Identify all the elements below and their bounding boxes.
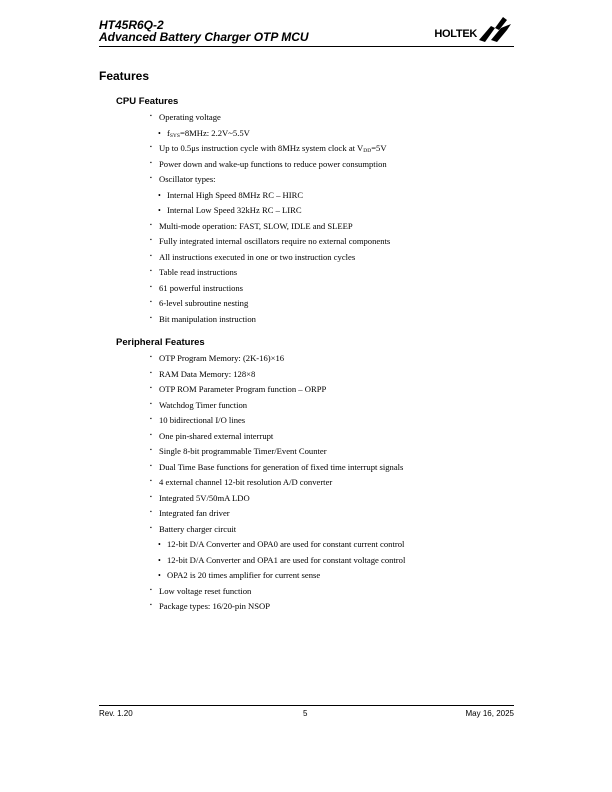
feature-item: • 12-bit D/A Converter and OPA1 are used for constant voltage control xyxy=(158,553,405,569)
page-number: 5 xyxy=(303,709,308,718)
feature-item: ▪ Package types: 16/20-pin NSOP xyxy=(150,599,405,615)
feature-item: ▪ Multi-mode operation: FAST, SLOW, IDLE and SLEEP xyxy=(150,219,390,235)
text-run: =5V xyxy=(371,143,387,153)
subscript: SYS xyxy=(169,132,180,139)
logo-text: HOLTEK xyxy=(434,28,477,40)
feature-item: ▪ Oscillator types: xyxy=(150,172,390,188)
feature-item: ▪ Fully integrated internal oscillators require no external components xyxy=(150,234,390,250)
feature-item: ▪ One pin-shared external interrupt xyxy=(150,429,405,445)
text-run: f xyxy=(167,127,170,138)
feature-item: ▪ 4 external channel 12-bit resolution A/D converter xyxy=(150,475,405,491)
feature-item: ▪ All instructions executed in one or two instruction cycles xyxy=(150,250,390,266)
part-number: HT45R6Q-2 xyxy=(99,18,164,32)
peripheral-heading: Peripheral Features xyxy=(116,337,205,348)
doc-title: Advanced Battery Charger OTP MCU xyxy=(99,30,309,44)
feature-item: ▪ Power down and wake-up functions to reduce power consumption xyxy=(150,157,390,173)
subscript: DD xyxy=(363,148,372,154)
feature-item: ▪ Single 8-bit programmable Timer/Event Counter xyxy=(150,444,405,460)
feature-item: ▪ Table read instructions xyxy=(150,265,390,281)
feature-item: ▪ 6-level subroutine nesting xyxy=(150,296,390,312)
feature-item: ▪ Battery charger circuit xyxy=(150,522,405,538)
text-run: Up to 0.5μs instruction cycle with 8MHz system clock at V xyxy=(159,143,364,153)
feature-item: ▪ Watchdog Timer function xyxy=(150,398,405,414)
feature-item: • Internal Low Speed 32kHz RC – LIRC xyxy=(158,203,390,219)
cpu-feature-list xyxy=(150,110,390,327)
feature-item: • Internal High Speed 8MHz RC – HIRC xyxy=(158,188,390,204)
feature-item: ▪ Dual Time Base functions for generation of fixed time interrupt signals xyxy=(150,460,405,476)
footer-rule xyxy=(99,705,514,706)
feature-item: ▪ Low voltage reset function xyxy=(150,584,405,600)
feature-item: ▪ RAM Data Memory: 128×8 xyxy=(150,367,405,383)
holtek-logo xyxy=(434,14,513,44)
feature-item: ▪ 61 powerful instructions xyxy=(150,281,390,297)
feature-item: ▪ 10 bidirectional I/O lines xyxy=(150,413,405,429)
peripheral-feature-list xyxy=(150,351,405,615)
feature-item: ▪ OTP ROM Parameter Program function – ORPP xyxy=(150,382,405,398)
section-title: Features xyxy=(99,69,150,83)
text-run: =8MHz: 2.2V~5.5V xyxy=(179,127,250,138)
page-header xyxy=(99,19,309,43)
cpu-heading: CPU Features xyxy=(116,96,179,107)
feature-item: ▪ Operating voltage xyxy=(150,110,390,126)
feature-item: • 12-bit D/A Converter and OPA0 are used for constant current control xyxy=(158,537,405,553)
feature-item: • OPA2 is 20 times amplifier for current sense xyxy=(158,568,405,584)
feature-item: ▪ Integrated 5V/50mA LDO xyxy=(150,491,405,507)
revision: Rev. 1.20 xyxy=(99,709,133,718)
feature-item xyxy=(150,141,390,157)
feature-item: ▪ Integrated fan driver xyxy=(150,506,405,522)
feature-item: ▪ OTP Program Memory: (2K-16)×16 xyxy=(150,351,405,367)
logo-mark-icon xyxy=(477,14,513,44)
date: May 16, 2025 xyxy=(465,709,514,718)
feature-item: ▪ Bit manipulation instruction xyxy=(150,312,390,328)
header-rule xyxy=(99,46,514,47)
feature-item xyxy=(158,126,390,142)
